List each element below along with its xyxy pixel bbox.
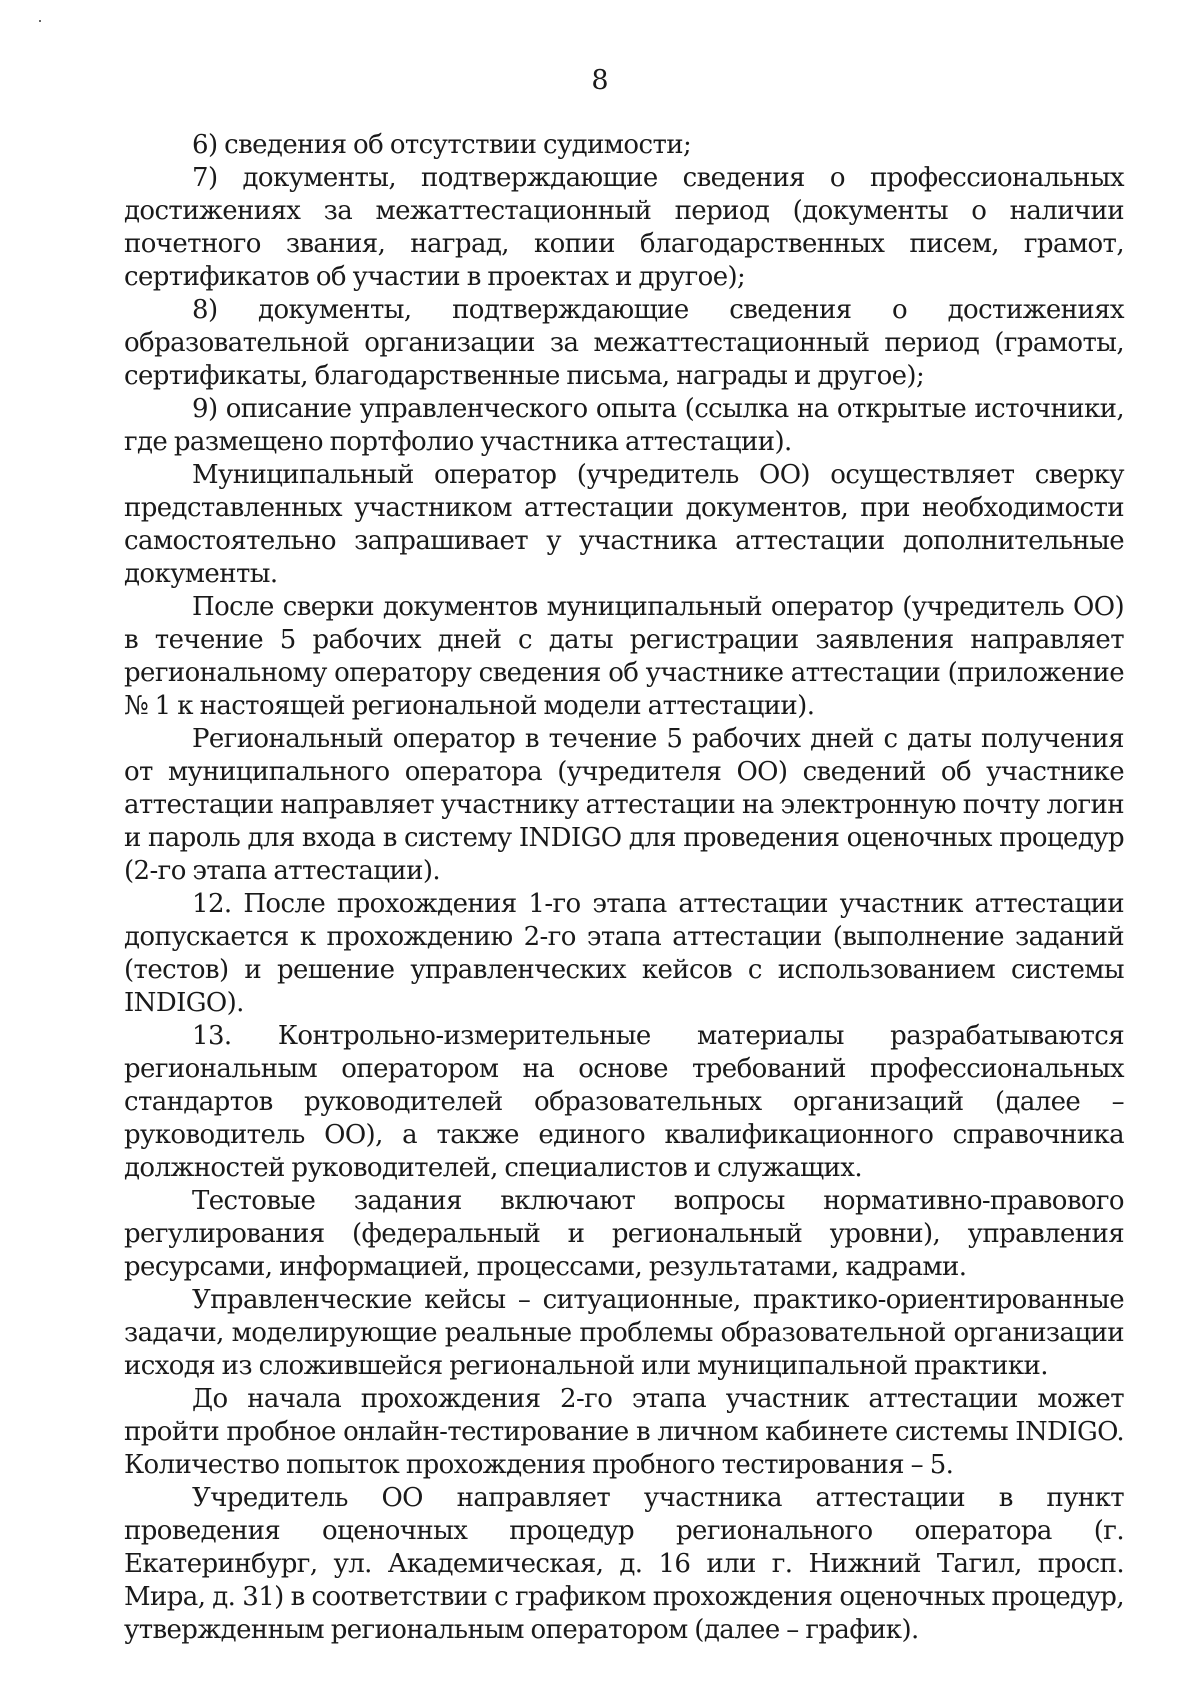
scan-speck (39, 20, 41, 22)
paragraph-management-cases: Управленческие кейсы – ситуационные, практико-ориентированные задачи, моделирующие реальные проблемы образовательной организации исходя из сложившейся региональной или муниципальной практики. (124, 1285, 1124, 1381)
paragraph-municipal-operator: Муниципальный оператор (учредитель ОО) осуществляет сверку представленных участником аттестации документов, при необходимости самостоятельно запрашивает у участника аттестации дополнительные документы. (124, 460, 1124, 589)
paragraph-item-8: 8) документы, подтверждающие сведения о достижениях образовательной организации за межаттестационный период (грамоты, сертификаты, благодарственные письма, награды и другое); (124, 295, 1124, 391)
paragraph-section-12: 12. После прохождения 1-го этапа аттестации участник аттестации допускается к прохождению 2-го этапа аттестации (выполнение заданий (тестов) и решение управленческих кейсов с использованием системы INDIGO). (124, 889, 1124, 1018)
paragraph-section-13: 13. Контрольно-измерительные материалы разрабатываются региональным оператором на основе требований профессиональных стандартов руководителей образовательных организаций (далее – руководитель ОО), а также единого квалификационного справочника должностей руководителей, специалистов и служащих. (124, 1021, 1124, 1183)
paragraph-item-6: 6) сведения об отсутствии судимости; (192, 130, 692, 160)
paragraph-item-9: 9) описание управленческого опыта (ссылка на открытые источники, где размещено портфолио участника аттестации). (124, 394, 1124, 457)
paragraph-item-7: 7) документы, подтверждающие сведения о профессиональных достижениях за межаттестационный период (документы о наличии почетного звания, наград, копии благодарственных писем, грамот, сертификатов об участии в проектах и другое); (124, 163, 1124, 292)
paragraph-trial-testing: До начала прохождения 2-го этапа участник аттестации может пройти пробное онлайн-тестирование в личном кабинете системы INDIGO. Количество попыток прохождения пробного тестирования – 5. (124, 1384, 1124, 1480)
paragraph-assessment-point: Учредитель ОО направляет участника аттестации в пункт проведения оценочных процедур регионального оператора (г. Екатеринбург, ул. Академическая, д. 16 или г. Нижний Тагил, просп. Мира, д. 31) в соответствии с графиком прохождения оценочных процедур, утвержденным региональным оператором (далее – график). (124, 1483, 1124, 1645)
page-number: 8 (591, 65, 609, 96)
paragraph-document-check: После сверки документов муниципальный оператор (учредитель ОО) в течение 5 рабочих дней с даты регистрации заявления направляет региональному оператору сведения об участнике аттестации (приложение № 1 к настоящей региональной модели аттестации). (124, 592, 1124, 721)
paragraph-test-tasks: Тестовые задания включают вопросы нормативно-правового регулирования (федеральный и региональный уровни), управления ресурсами, информацией, процессами, результатами, кадрами. (124, 1186, 1124, 1282)
document-body (124, 129, 1124, 1647)
paragraph-regional-operator: Региональный оператор в течение 5 рабочих дней с даты получения от муниципального оператора (учредителя ОО) сведений об участнике аттестации направляет участнику аттестации на электронную почту логин и пароль для входа в систему INDIGO для проведения оценочных процедур (2-го этапа аттестации). (124, 724, 1124, 886)
